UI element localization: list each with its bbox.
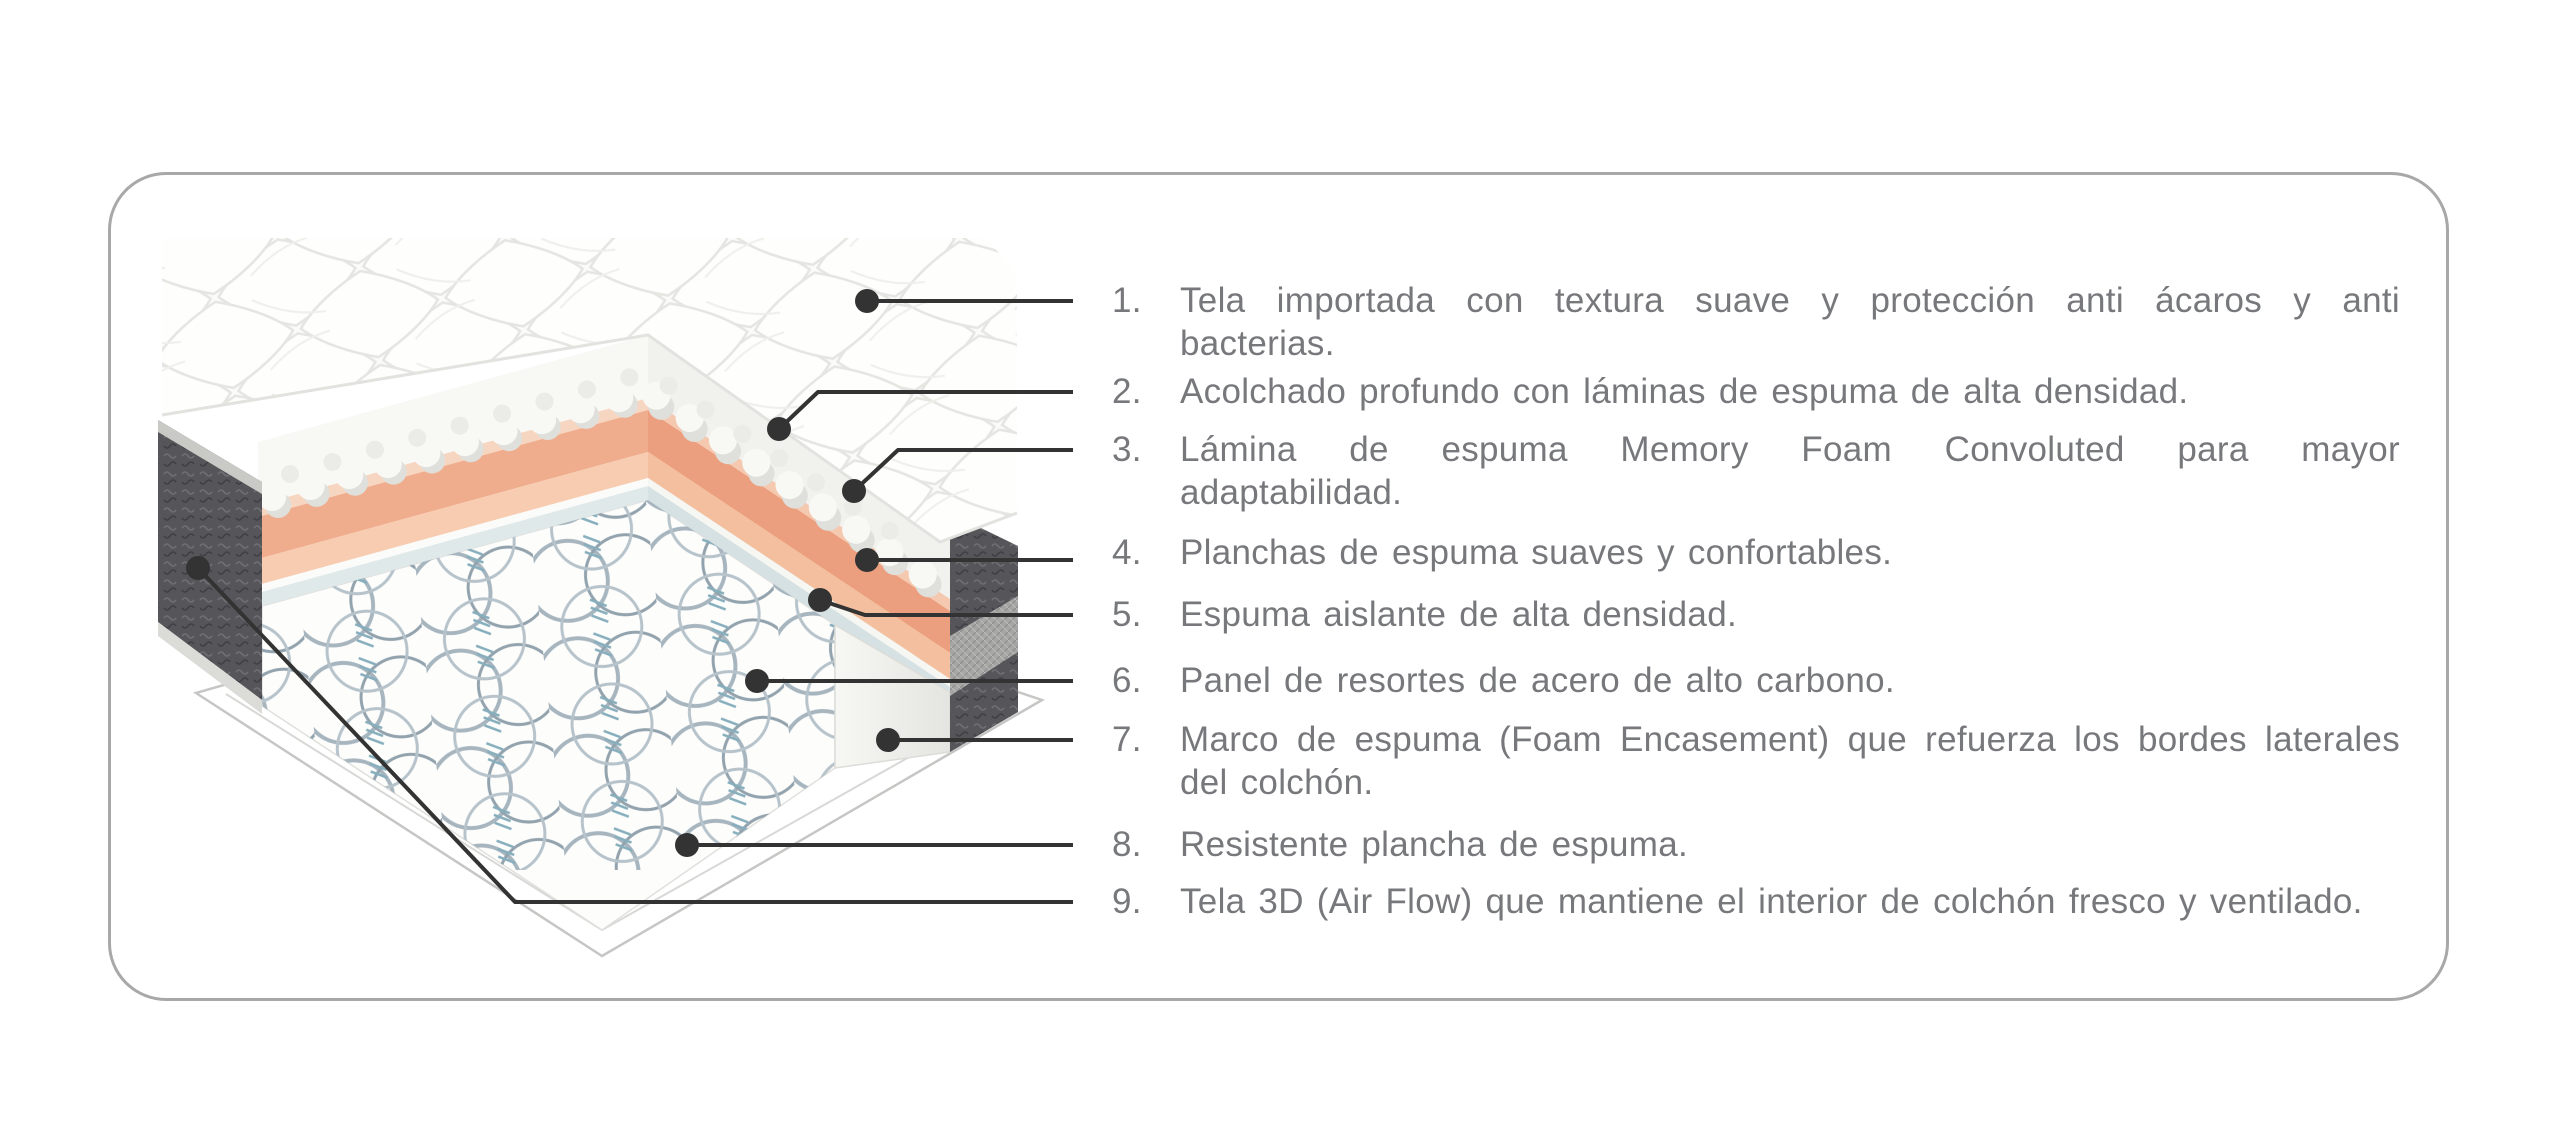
item-text	[1180, 428, 2400, 514]
item-text-line: adaptabilidad.	[1180, 473, 1403, 512]
callout-dot-6	[745, 669, 769, 693]
item-text	[1180, 659, 2400, 702]
legend-item-9	[1112, 880, 2400, 923]
item-number: 4.	[1112, 533, 1142, 572]
item-text-line: bacterias.	[1180, 324, 1335, 363]
item-number: 7.	[1112, 720, 1142, 759]
legend-item-5	[1112, 593, 2400, 636]
legend-item-2	[1112, 370, 2400, 413]
item-text	[1180, 718, 2400, 804]
legend-item-7	[1112, 718, 2400, 804]
item-number: 2.	[1112, 372, 1142, 411]
item-text-line: Tela importada con textura suave y protección anti ácaros y anti	[1180, 281, 2400, 320]
item-text-line: Espuma aislante de alta densidad.	[1180, 595, 1737, 634]
item-text-line: Planchas de espuma suaves y confortables.	[1180, 533, 1893, 572]
item-text-line: Marco de espuma (Foam Encasement) que refuerza los bordes laterales	[1180, 720, 2400, 759]
item-text-line: Tela 3D (Air Flow) que mantiene el interior de colchón fresco y ventilado.	[1180, 882, 2363, 921]
item-number: 6.	[1112, 661, 1142, 700]
callout-dot-8	[675, 833, 699, 857]
item-text	[1180, 880, 2400, 923]
legend-item-3	[1112, 428, 2400, 514]
callout-dot-4	[855, 548, 879, 572]
item-text	[1180, 823, 2400, 866]
callout-dot-2	[767, 417, 791, 441]
item-text	[1180, 531, 2400, 574]
item-text	[1180, 593, 2400, 636]
item-text-line: Acolchado profundo con láminas de espuma de alta densidad.	[1180, 372, 2189, 411]
item-number: 3.	[1112, 430, 1142, 469]
item-number: 5.	[1112, 595, 1142, 634]
item-number: 8.	[1112, 825, 1142, 864]
item-text-line: del colchón.	[1180, 763, 1374, 802]
legend-item-8	[1112, 823, 2400, 866]
legend-item-6	[1112, 659, 2400, 702]
item-text-line: Lámina de espuma Memory Foam Convoluted para mayor	[1180, 430, 2400, 469]
callout-dot-7	[876, 728, 900, 752]
item-text-line: Panel de resortes de acero de alto carbono.	[1180, 661, 1895, 700]
item-text-line: Resistente plancha de espuma.	[1180, 825, 1689, 864]
item-text	[1180, 370, 2400, 413]
mattress-cutaway-illustration	[130, 225, 1080, 985]
left-side-panel	[158, 420, 262, 714]
legend-item-4	[1112, 531, 2400, 574]
callout-dot-3	[842, 479, 866, 503]
callout-dot-5	[808, 588, 832, 612]
callout-dot-1	[855, 289, 879, 313]
callout-dot-9	[186, 556, 210, 580]
item-number: 9.	[1112, 882, 1142, 921]
item-text	[1180, 279, 2400, 365]
legend-item-1	[1112, 279, 2400, 365]
item-number: 1.	[1112, 281, 1142, 320]
